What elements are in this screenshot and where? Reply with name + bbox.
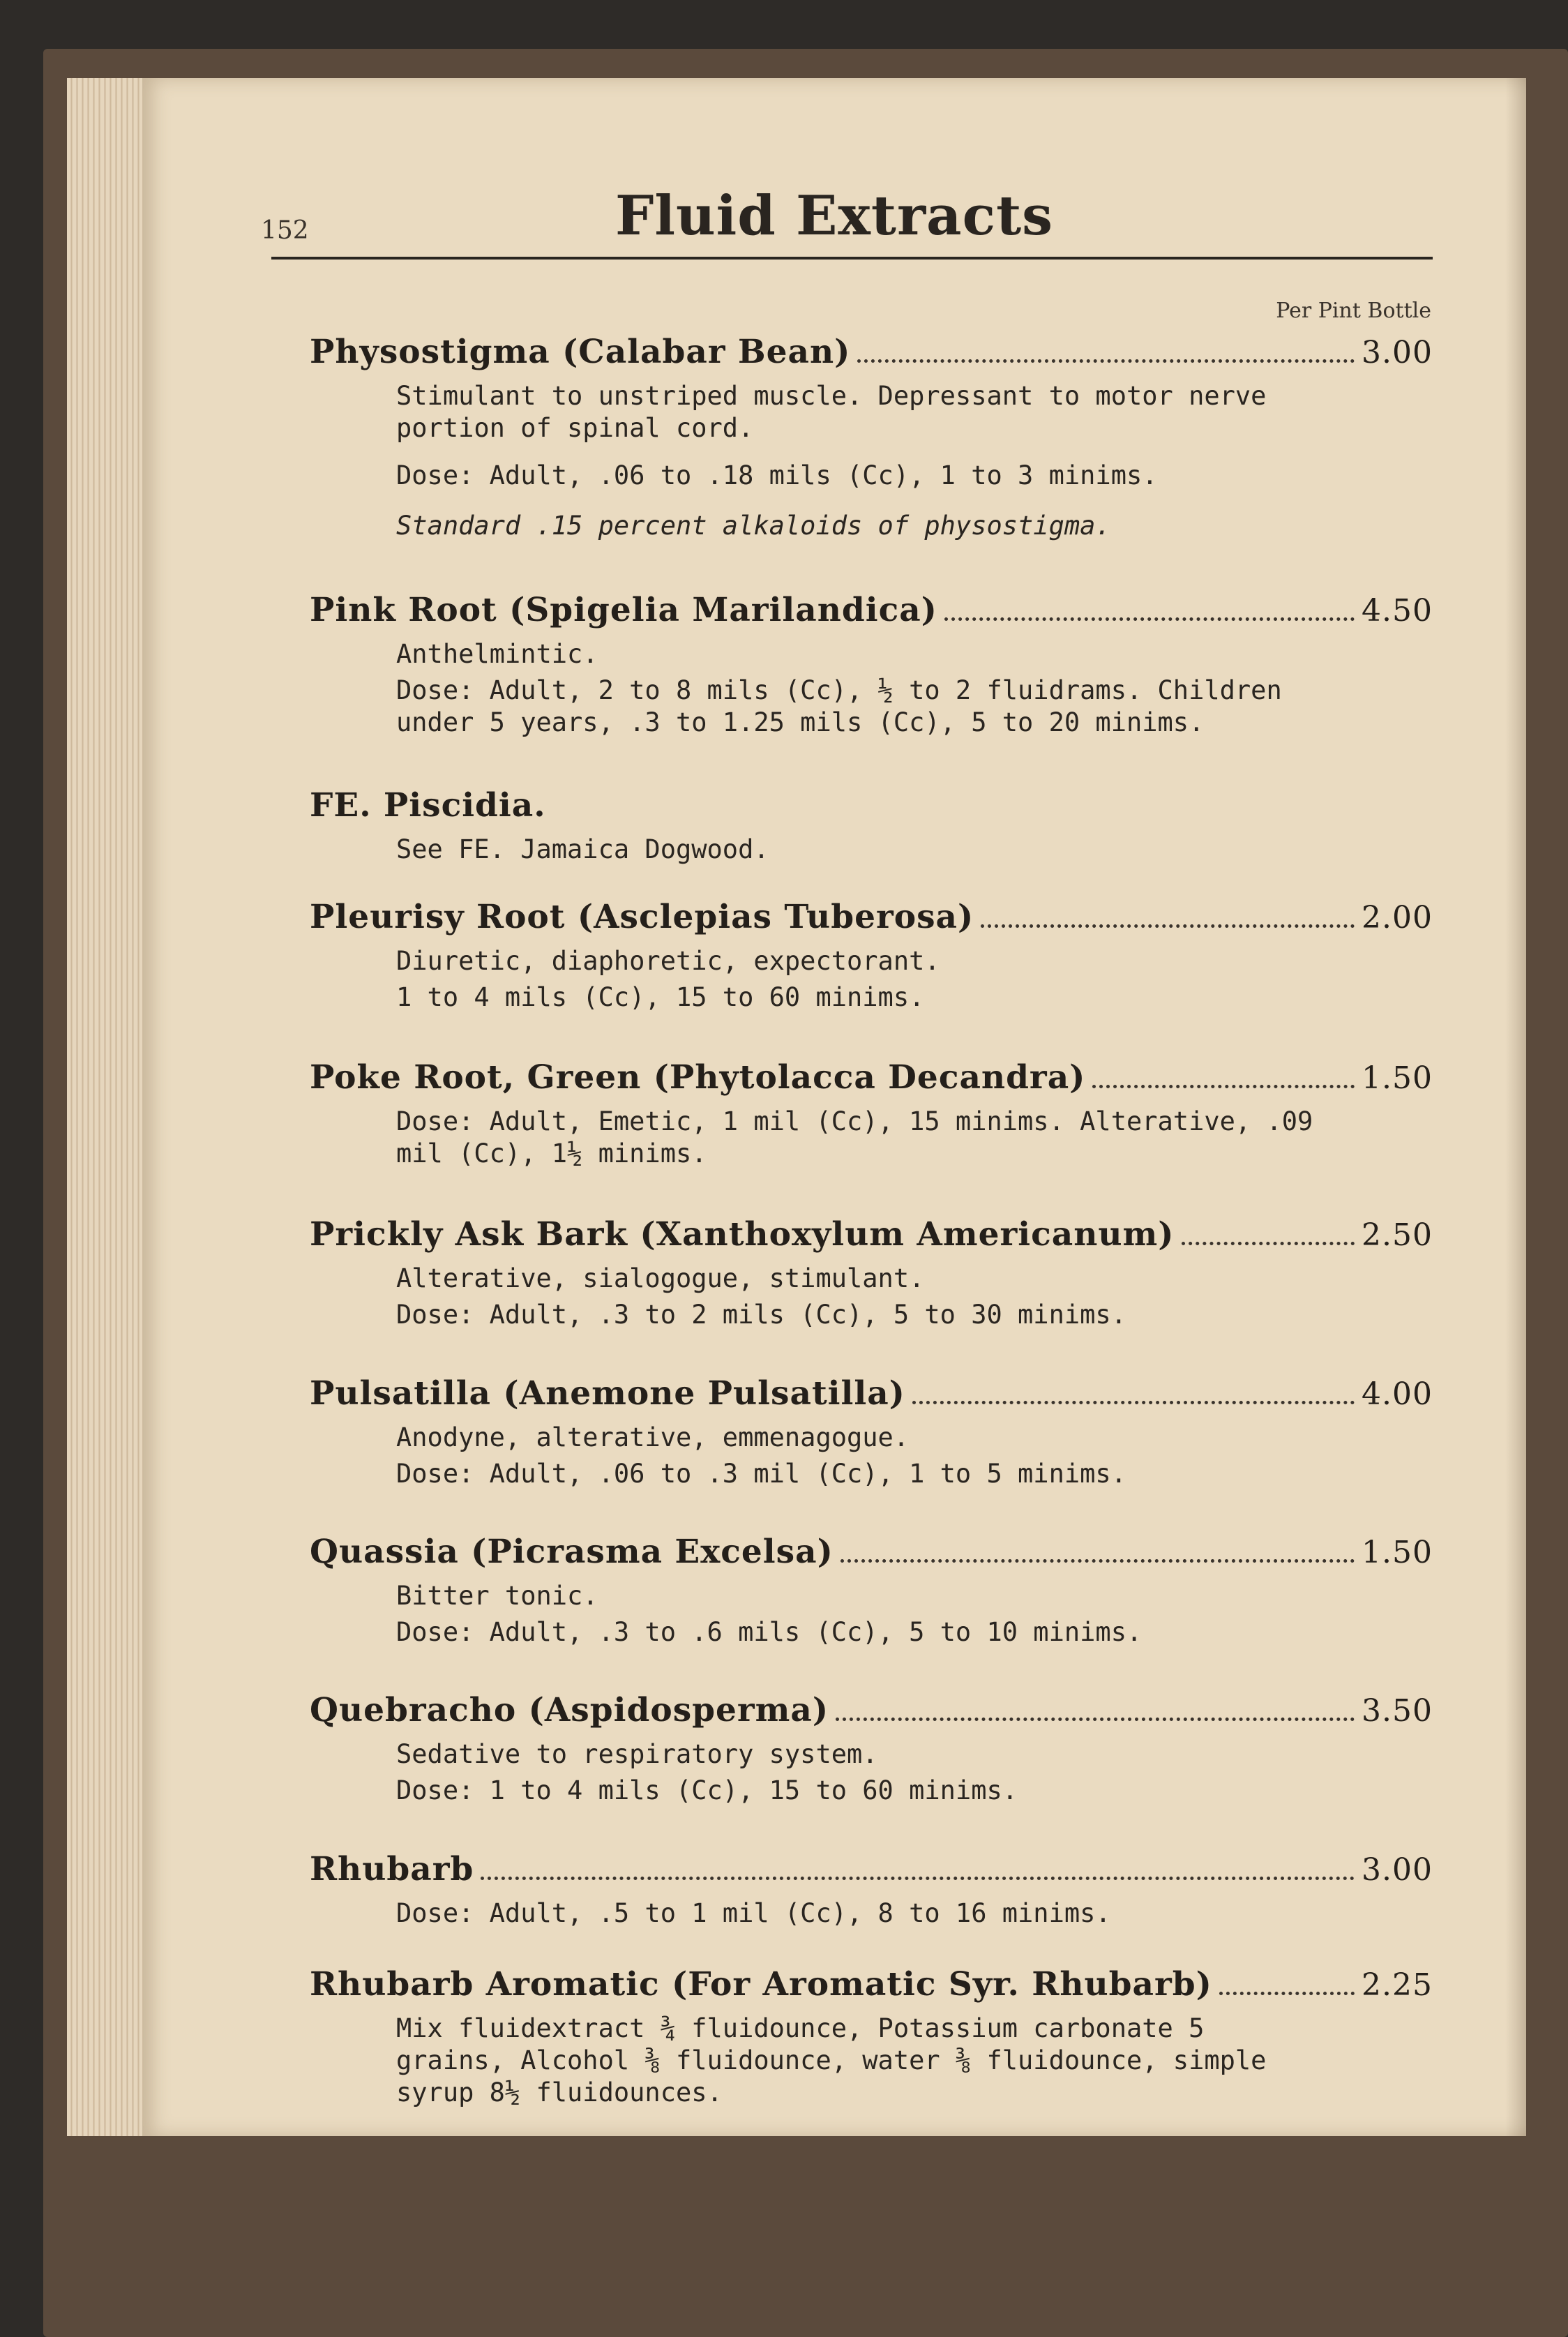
entry-heading [310,1533,1433,1576]
entry-heading [310,1374,1433,1418]
entry-dose: Dose: Adult, .06 to .18 mils (Cc), 1 to 3 minims. [396,460,1158,490]
entry-description [310,380,1433,542]
dot-leader [944,617,1355,621]
entry-line: Alterative, sialogogue, stimulant. [396,1263,925,1293]
entry-line: Stimulant to unstriped muscle. Depressant to motor nerve portion of spinal cord. [396,381,1267,443]
entry-price: 1.50 [1362,1535,1433,1570]
entry-name: Poke Root, Green (Phytolacca Decandra) [310,1058,1086,1097]
entry-description [310,2013,1433,2109]
entry-description [310,1263,1433,1331]
entry-name: Quebracho (Aspidosperma) [310,1691,829,1729]
entry-name: Pleurisy Root (Asclepias Tuberosa) [310,898,974,936]
entry-prickly-ask-bark [310,1215,1433,1331]
entry-heading [310,333,1433,376]
entry-description [310,1422,1433,1490]
page-title: Fluid Extracts [615,184,1054,248]
entry-piscidia [310,786,1433,866]
entry-price: 2.50 [1362,1217,1433,1253]
entry-name: Pink Root (Spigelia Marilandica) [310,591,937,629]
entry-dose: Dose: Adult, .3 to 2 mils (Cc), 5 to 30 minims. [396,1300,1126,1330]
entry-dose: 1 to 4 mils (Cc), 15 to 60 minims. [396,982,925,1012]
entry-name: Prickly Ask Bark (Xanthoxylum Americanum) [310,1215,1175,1254]
entry-poke-root [310,1058,1433,1170]
entry-price: 4.50 [1362,593,1433,629]
entry-dose: Dose: Adult, .5 to 1 mil (Cc), 8 to 16 minims. [396,1898,1111,1928]
entry-description [310,945,1433,1014]
entry-dose: Dose: 1 to 4 mils (Cc), 15 to 60 minims. [396,1775,1018,1805]
entry-price: 2.00 [1362,900,1433,935]
entry-heading [310,1215,1433,1258]
entry-line: Anthelmintic. [396,639,598,669]
entry-name: FE. Piscidia. [310,786,546,825]
entry-name: Pulsatilla (Anemone Pulsatilla) [310,1374,905,1413]
book-page [142,78,1526,2136]
entry-heading [310,1850,1433,1893]
entry-price: 2.25 [1362,1967,1433,2003]
page-number: 152 [261,216,309,245]
dot-leader [981,924,1355,928]
entry-line: Anodyne, alterative, emmenagogue. [396,1422,910,1452]
entry-heading [310,898,1433,941]
dot-leader [840,1559,1355,1563]
price-column-header: Per Pint Bottle [1276,299,1431,323]
entry-line: See FE. Jamaica Dogwood. [396,834,769,864]
entry-line: Mix fluidextract ¾ fluidounce, Potassium carbonate 5 grains, Alcohol ⅜ fluidounce, water ⅜ fluidounce, simple syrup 8½ fluidounces. [396,2013,1267,2107]
entry-dose: Dose: Adult, .06 to .3 mil (Cc), 1 to 5 minims. [396,1459,1126,1489]
entry-line: Bitter tonic. [396,1581,598,1611]
dot-leader [1092,1085,1355,1088]
entry-pulsatilla [310,1374,1433,1490]
entry-dose: Dose: Adult, Emetic, 1 mil (Cc), 15 minims. Alterative, .09 mil (Cc), 1½ minims. [396,1106,1313,1168]
entry-heading [310,591,1433,634]
entry-quassia [310,1533,1433,1648]
entry-price: 3.50 [1362,1693,1433,1729]
entry-pink-root [310,591,1433,739]
entry-dose: Dose: Adult, .3 to .6 mils (Cc), 5 to 10 minims. [396,1617,1143,1647]
entry-rhubarb [310,1850,1433,1930]
entry-name: Quassia (Picrasma Excelsa) [310,1533,834,1571]
dot-leader [857,359,1355,363]
entry-quebracho [310,1691,1433,1807]
entry-rhubarb-aromatic [310,1965,1433,2109]
title-rule [271,257,1433,260]
entry-name: Rhubarb Aromatic (For Aromatic Syr. Rhubarb) [310,1965,1212,2004]
entry-description [310,1898,1433,1930]
entry-heading [310,1058,1433,1102]
entry-standard: Standard .15 percent alkaloids of physostigma. [396,511,1111,541]
entry-price: 3.00 [1362,1852,1433,1888]
entry-description [310,1738,1433,1807]
entry-name: Rhubarb [310,1850,474,1888]
dot-leader [1182,1242,1355,1245]
page-gutter-shadow [1505,78,1526,2136]
entry-dose: Dose: Adult, 2 to 8 mils (Cc), ½ to 2 fluidrams. Children under 5 years, .3 to 1.25 mils (Cc), 5 to 20 minims. [396,675,1282,737]
entry-description [310,1580,1433,1648]
entry-description [310,638,1433,739]
dot-leader [481,1877,1355,1880]
entry-price: 3.00 [1362,335,1433,370]
entry-description [310,834,1433,866]
dot-leader [836,1718,1355,1721]
entry-pleurisy-root [310,898,1433,1014]
dot-leader [912,1401,1355,1404]
entry-description [310,1106,1433,1170]
entry-physostigma [310,333,1433,542]
entry-heading [310,786,1433,829]
entry-heading [310,1691,1433,1734]
dot-leader [1219,1992,1355,1995]
entry-line: Sedative to respiratory system. [396,1739,878,1769]
entry-name: Physostigma (Calabar Bean) [310,333,851,371]
entry-heading [310,1965,1433,2008]
entry-price: 4.00 [1362,1376,1433,1412]
entry-line: Diuretic, diaphoretic, expectorant. [396,946,940,976]
entry-price: 1.50 [1362,1060,1433,1096]
